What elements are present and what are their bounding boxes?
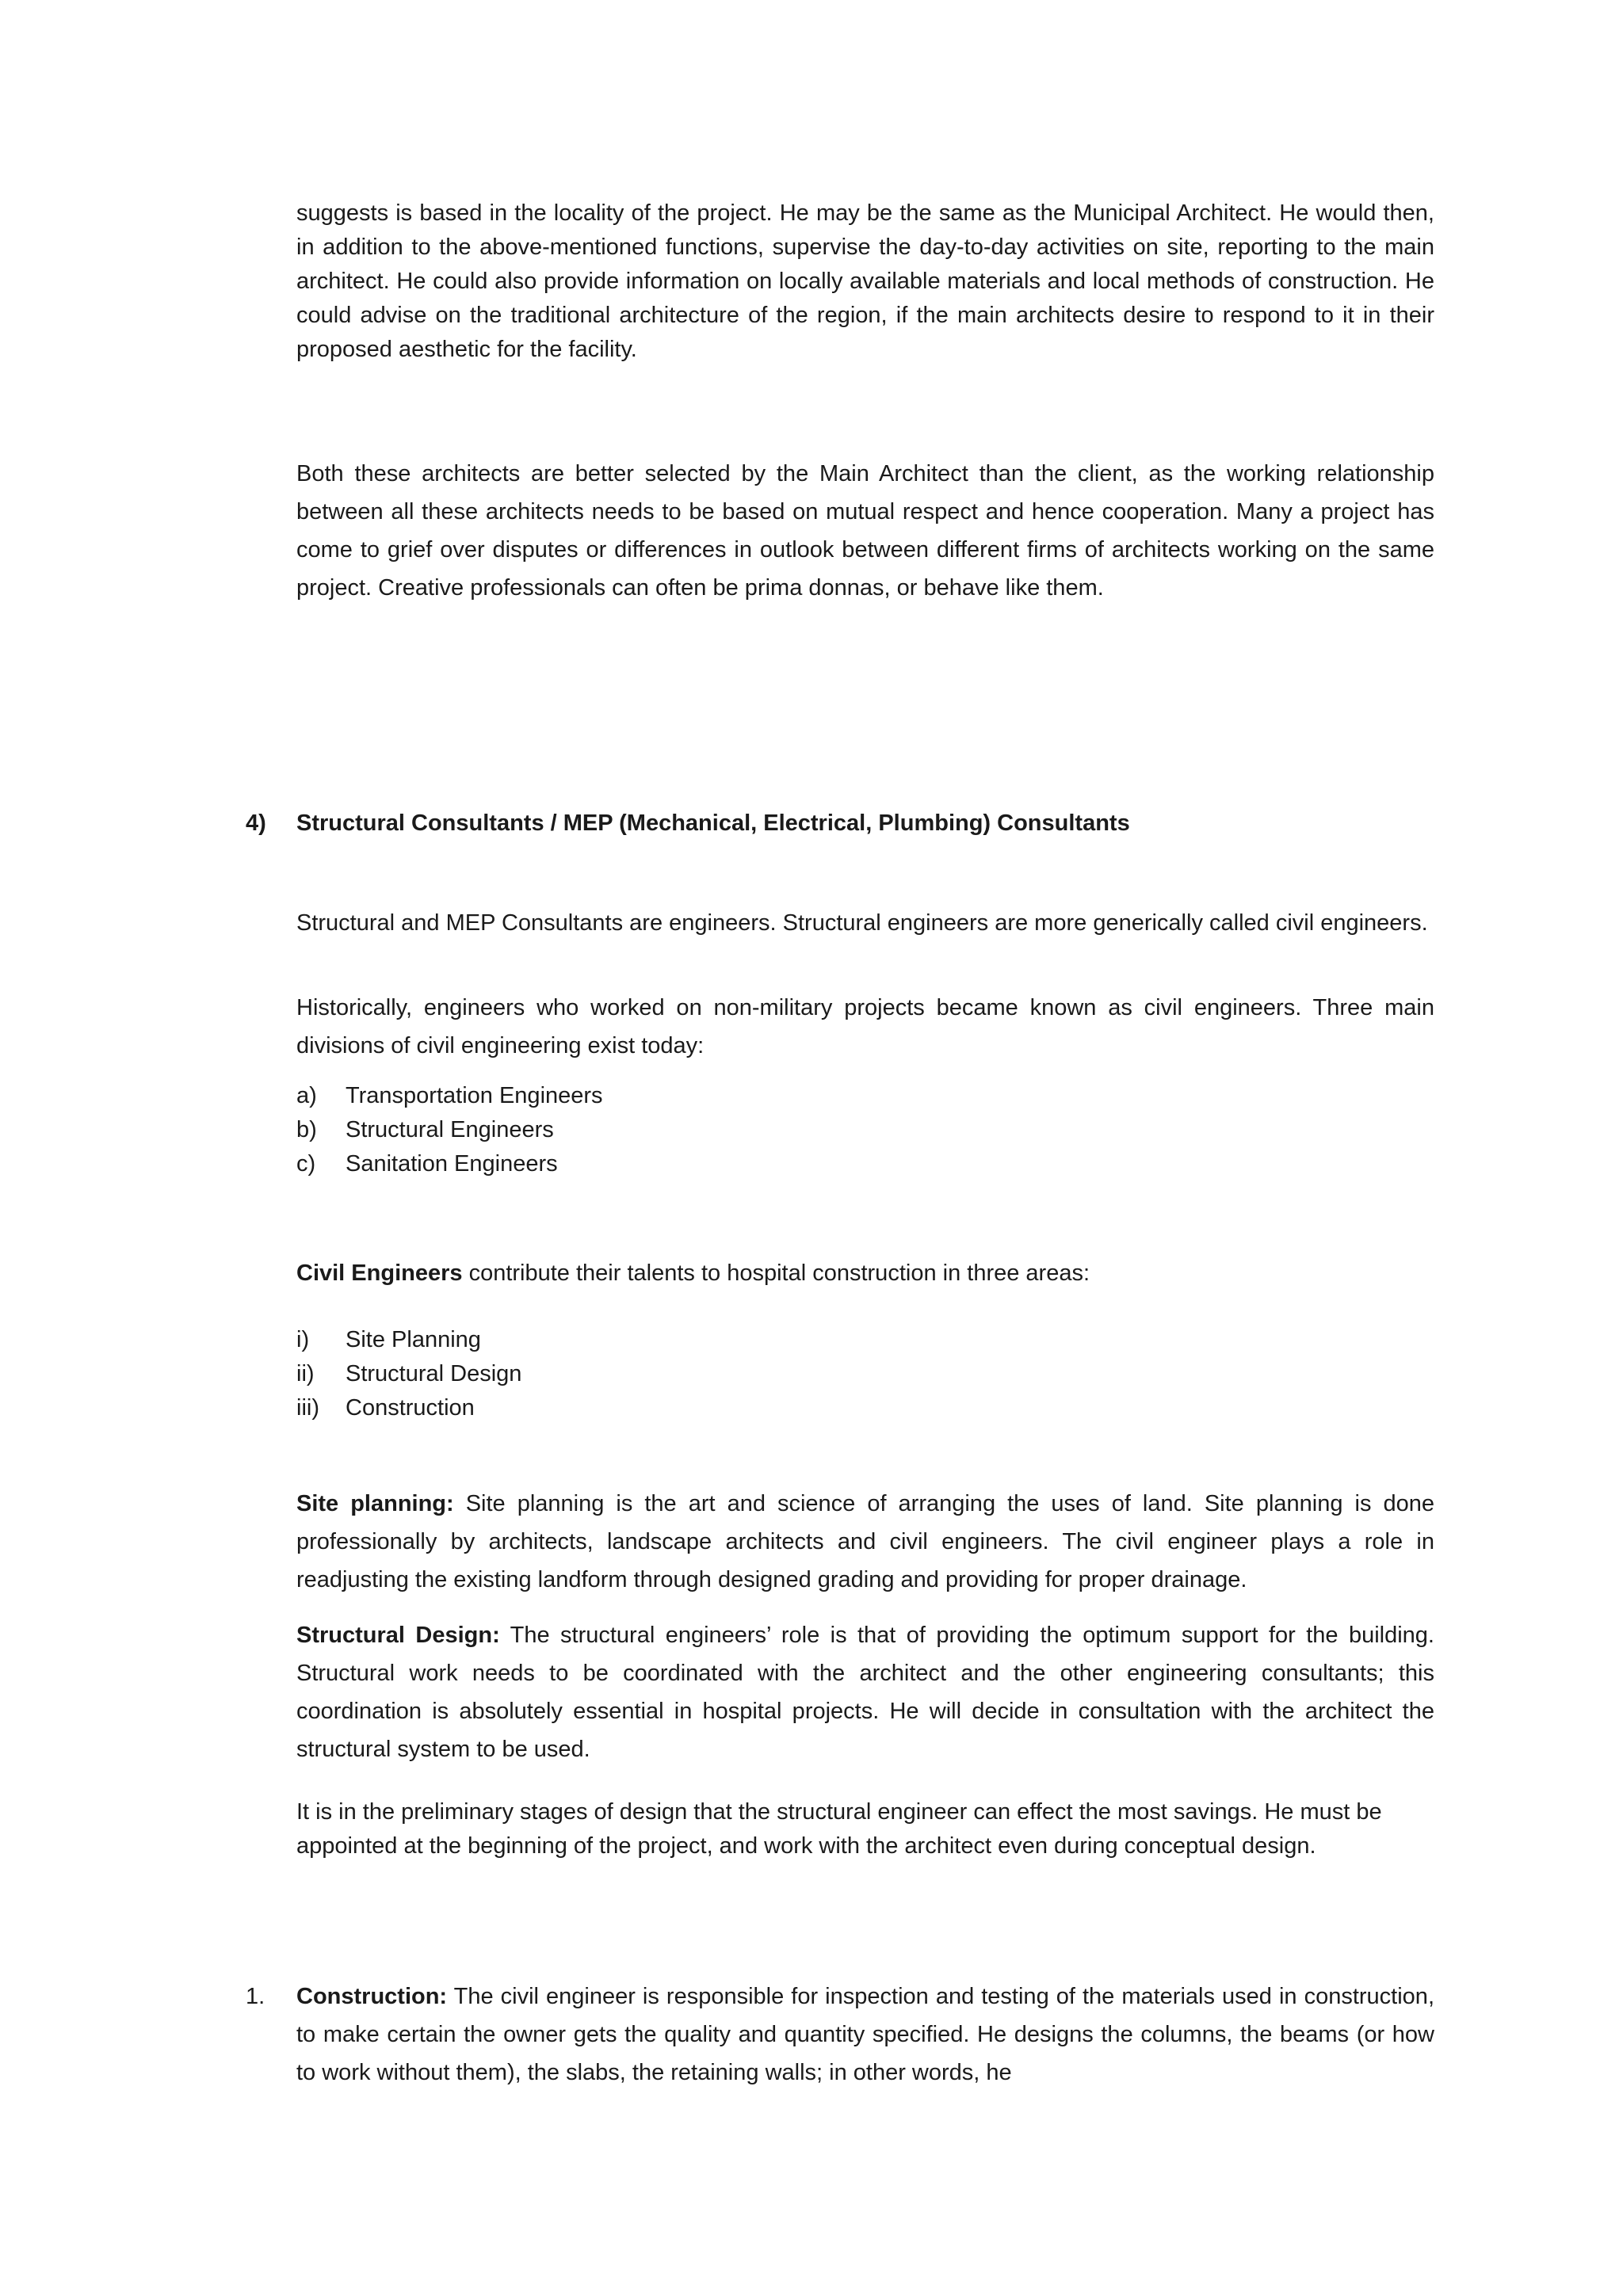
civil-engineers-label: Civil Engineers [296,1261,463,1286]
paragraph-architect-selection: Both these architects are better selected by the Main Architect than the client, as the working relationship between all these architects needs to be based on mutual respect and hence cooperation. Many a project has come to grief over disputes or differences in outlook between different firms of architects working on the same project. Creative professionals can often be prima donnas, or behave like them. [296,461,1434,601]
section-number: 4) [246,810,266,836]
construction-label: Construction: [296,1984,448,2009]
section-heading [246,807,1130,841]
list-marker: iii) [296,1395,319,1421]
civil-engineers-text: contribute their talents to hospital construction in three areas: [462,1261,1090,1286]
list-marker: i) [296,1327,310,1352]
paragraph-engineers-intro: Structural and MEP Consultants are engineers. Structural engineers are more generically called civil engineers. [296,910,1428,936]
list-marker: ii) [296,1361,315,1386]
paragraph-history: Historically, engineers who worked on non-military projects became known as civil engineers. Three main divisions of civil engineering exist today: [296,995,1434,1058]
divisions-list [296,1079,603,1181]
list-text: Construction [346,1395,475,1421]
structural-design-label: Structural Design: [296,1623,500,1648]
list-text: Sanitation Engineers [346,1151,558,1177]
list-text: Structural Engineers [346,1117,554,1142]
construction-item [246,1978,1434,2092]
list-item [296,1079,603,1113]
paragraph-civil-engineers [296,1257,1434,1291]
list-marker: b) [296,1117,317,1142]
list-item [296,1357,521,1391]
list-item [296,1113,603,1147]
construction-number: 1. [246,1984,265,2009]
list-marker: c) [296,1151,316,1177]
list-item [296,1147,603,1181]
paragraph-local-architect: suggests is based in the locality of the project. He may be the same as the Municipal Architect. He would then, in addition to the above-mentioned functions, supervise the day-to-day activities on site, reporting to the main architect. He could also provide information on locally available materials and local methods of construction. He could advise on the traditional architecture of the region, if the main architects desire to respond to it in their proposed aesthetic for the facility. [296,200,1434,362]
paragraph-site-planning [296,1485,1434,1599]
list-text: Structural Design [346,1361,522,1386]
structural-design-text: The structural engineers’ role is that of providing the optimum support for the building. Structural work needs to be coordinated with the architect and the other engineering consultants; this coordination is absolutely essential in hospital projects. He will decide in consultation with the architect the structural system to be used. [296,1623,1434,1762]
section-title: Structural Consultants / MEP (Mechanical, Electrical, Plumbing) Consultants [296,810,1130,836]
list-text: Transportation Engineers [346,1083,603,1108]
site-planning-label: Site planning: [296,1491,454,1516]
construction-paragraph [296,1978,1434,2092]
list-text: Site Planning [346,1327,481,1352]
site-planning-text: Site planning is the art and science of arranging the uses of land. Site planning is done professionally by architects, landscape architects and civil engineers. The civil engineer plays a role in readjusting the existing landform through designed grading and providing for proper drainage. [296,1491,1434,1592]
list-item [296,1391,521,1425]
paragraph-preliminary-stages: It is in the preliminary stages of design that the structural engineer can effect the most savings. He must be appointed at the beginning of the project, and work with the architect even during conceptual design. [296,1799,1382,1859]
list-item [296,1323,521,1357]
list-marker: a) [296,1083,317,1108]
areas-list [296,1323,521,1425]
paragraph-structural-design [296,1616,1434,1768]
construction-text: The civil engineer is responsible for inspection and testing of the materials used in construction, to make certain the owner gets the quality and quantity specified. He designs the columns, the beams (or how to work without them), the slabs, the retaining walls; in other words, he [296,1984,1434,2085]
